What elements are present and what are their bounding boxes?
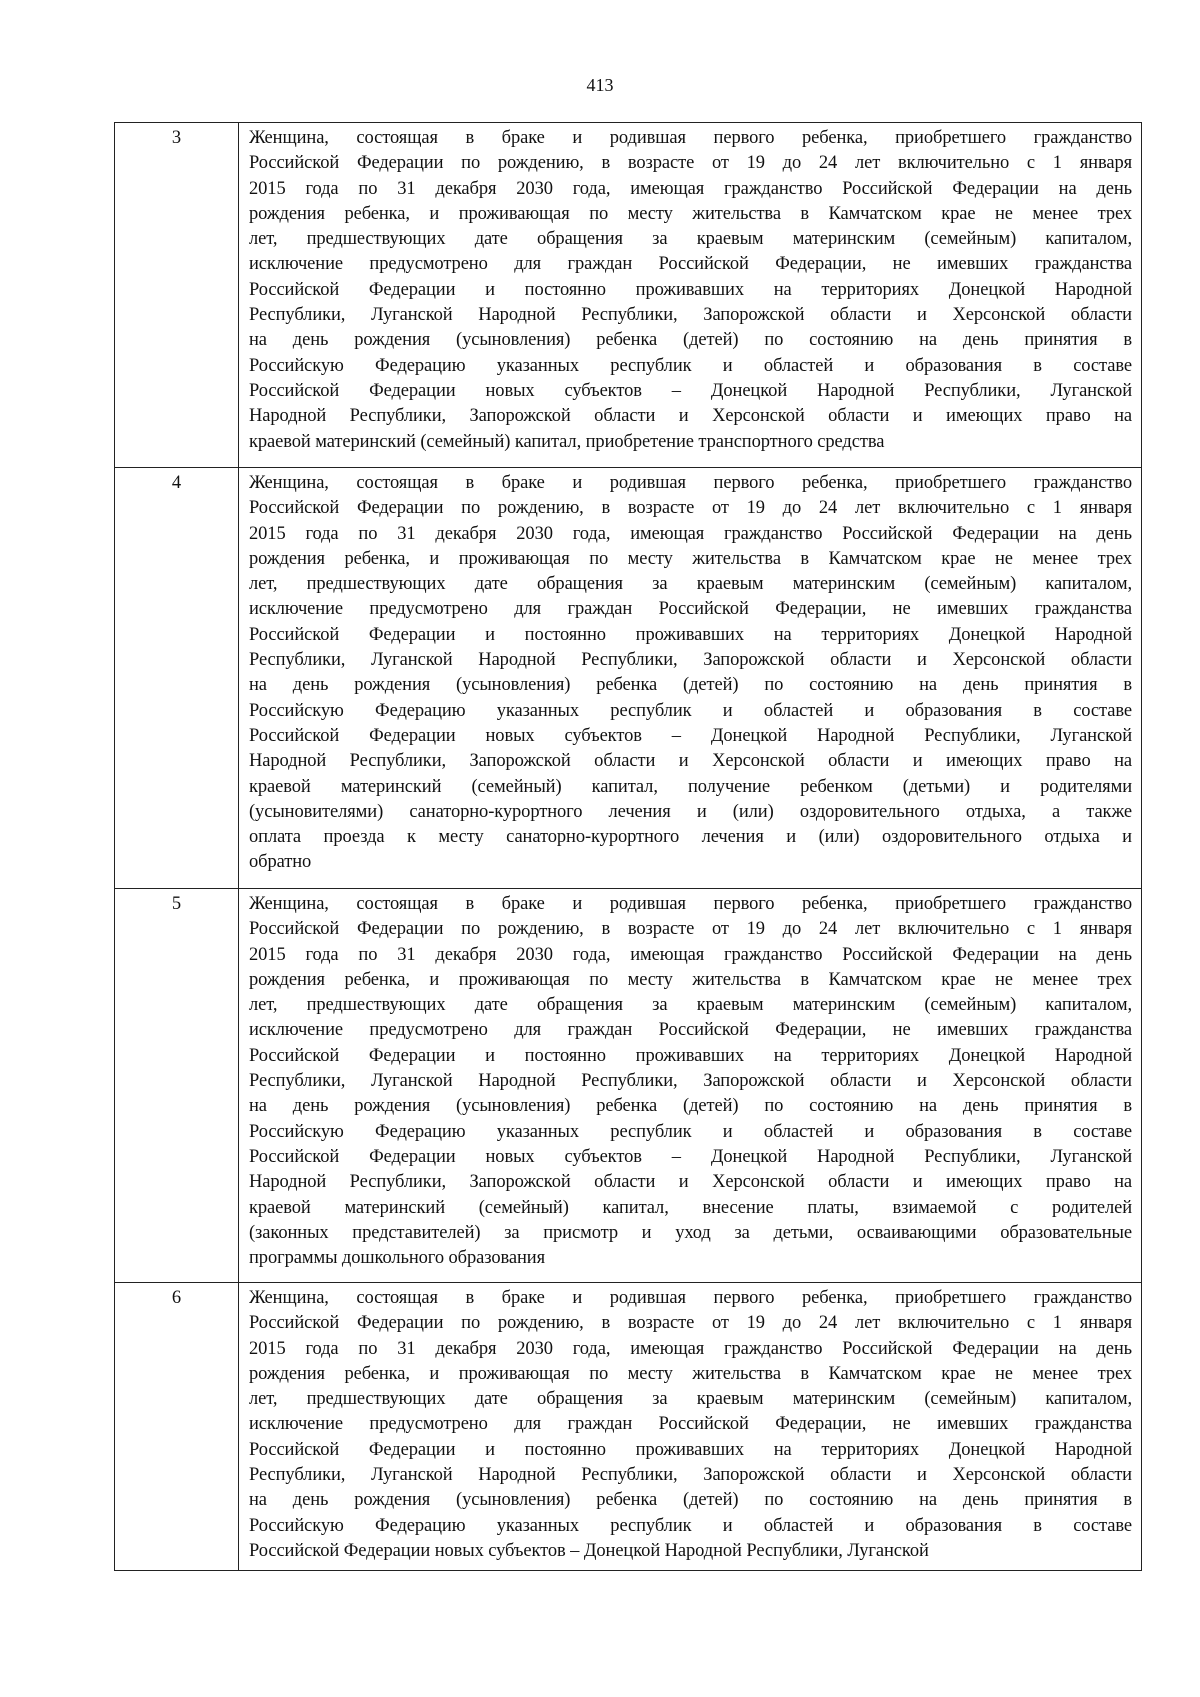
- text-line: Республики, Луганской Народной Республики, Запорожской области и Херсонской области: [249, 650, 1132, 671]
- text-line: Народной Республики, Запорожской области и Херсонской области и имеющих право на: [249, 751, 1132, 772]
- text-line: исключение предусмотрено для граждан Российской Федерации, не имевших гражданства: [249, 599, 1132, 620]
- row-number: 3: [115, 123, 239, 468]
- text-line: Российской Федерации и постоянно проживавших на территориях Донецкой Народной: [249, 624, 1132, 645]
- text-line: Республики, Луганской Народной Республики, Запорожской области и Херсонской области: [249, 1465, 1132, 1486]
- document-table: [114, 122, 1142, 1571]
- row-description: [239, 889, 1142, 1283]
- text-line: (законных представителей) за присмотр и уход за детьми, осваивающими образовательные: [249, 1222, 1132, 1243]
- table-row: [115, 468, 1142, 889]
- text-line: Республики, Луганской Народной Республики, Запорожской области и Херсонской области: [249, 1071, 1132, 1092]
- text-line: Женщина, состоящая в браке и родившая первого ребенка, приобретшего гражданство: [249, 1288, 1132, 1308]
- page-number: 413: [586, 75, 614, 95]
- row-description: [239, 468, 1142, 889]
- table-row: [115, 1283, 1142, 1571]
- row-number: 4: [115, 468, 239, 889]
- text-line: рождения ребенка, и проживающая по месту жительства в Камчатском крае не менее трех: [249, 548, 1132, 569]
- text-line: лет, предшествующих дате обращения за краевым материнским (семейным) капиталом,: [249, 995, 1132, 1016]
- text-line: Женщина, состоящая в браке и родившая первого ребенка, приобретшего гражданство: [249, 894, 1132, 914]
- row-number: 6: [115, 1283, 239, 1571]
- text-line: на день рождения (усыновления) ребенка (детей) по состоянию на день принятия в: [249, 330, 1132, 351]
- table-row: [115, 123, 1142, 468]
- text-line: Российской Федерации по рождению, в возрасте от 19 до 24 лет включительно с 1 января: [249, 1313, 1132, 1334]
- table-row: [115, 889, 1142, 1283]
- text-line: на день рождения (усыновления) ребенка (детей) по состоянию на день принятия в: [249, 1490, 1132, 1511]
- text-line: программы дошкольного образования: [249, 1248, 545, 1269]
- text-line: 2015 года по 31 декабря 2030 года, имеющая гражданство Российской Федерации на день: [249, 523, 1132, 544]
- text-line: на день рождения (усыновления) ребенка (детей) по состоянию на день принятия в: [249, 675, 1132, 696]
- text-line: краевой материнский (семейный) капитал, получение ребенком (детьми) и родителями: [249, 776, 1132, 797]
- text-line: Российской Федерации новых субъектов – Донецкой Народной Республики, Луганской: [249, 1540, 929, 1561]
- text-line: рождения ребенка, и проживающая по месту жительства в Камчатском крае не менее трех: [249, 1363, 1132, 1384]
- text-line: Российской Федерации по рождению, в возрасте от 19 до 24 лет включительно с 1 января: [249, 919, 1132, 940]
- text-line: Российской Федерации и постоянно проживавших на территориях Донецкой Народной: [249, 1045, 1132, 1066]
- text-line: исключение предусмотрено для граждан Российской Федерации, не имевших гражданства: [249, 1020, 1132, 1041]
- text-line: Российской Федерации и постоянно проживавших на территориях Донецкой Народной: [249, 1439, 1132, 1460]
- text-line: (усыновителями) санаторно-курортного лечения и (или) оздоровительного отдыха, а также: [249, 801, 1132, 822]
- text-line: Российскую Федерацию указанных республик и областей и образования в составе: [249, 700, 1132, 721]
- text-line: краевой материнский (семейный) капитал, приобретение транспортного средства: [249, 431, 885, 452]
- text-line: Республики, Луганской Народной Республики, Запорожской области и Херсонской области: [249, 305, 1132, 326]
- text-line: Российской Федерации новых субъектов – Донецкой Народной Республики, Луганской: [249, 725, 1132, 746]
- text-line: Российской Федерации новых субъектов – Донецкой Народной Республики, Луганской: [249, 380, 1132, 401]
- text-line: лет, предшествующих дате обращения за краевым материнским (семейным) капиталом,: [249, 229, 1132, 250]
- text-line: 2015 года по 31 декабря 2030 года, имеющая гражданство Российской Федерации на день: [249, 944, 1132, 965]
- text-line: Народной Республики, Запорожской области и Херсонской области и имеющих право на: [249, 406, 1132, 427]
- text-line: лет, предшествующих дате обращения за краевым материнским (семейным) капиталом,: [249, 1389, 1132, 1410]
- text-line: Российской Федерации по рождению, в возрасте от 19 до 24 лет включительно с 1 января: [249, 153, 1132, 174]
- text-line: Российской Федерации и постоянно проживавших на территориях Донецкой Народной: [249, 279, 1132, 300]
- text-line: Российскую Федерацию указанных республик и областей и образования в составе: [249, 1515, 1132, 1536]
- text-line: Российскую Федерацию указанных республик и областей и образования в составе: [249, 355, 1132, 376]
- row-description: [239, 1283, 1142, 1571]
- text-line: Российской Федерации новых субъектов – Донецкой Народной Республики, Луганской: [249, 1146, 1132, 1167]
- text-line: исключение предусмотрено для граждан Российской Федерации, не имевших гражданства: [249, 1414, 1132, 1435]
- text-line: исключение предусмотрено для граждан Российской Федерации, не имевших гражданства: [249, 254, 1132, 275]
- text-line: оплата проезда к месту санаторно-курортного лечения и (или) оздоровительного отдыха и: [249, 827, 1132, 848]
- text-line: Женщина, состоящая в браке и родившая первого ребенка, приобретшего гражданство: [249, 128, 1132, 148]
- text-line: 2015 года по 31 декабря 2030 года, имеющая гражданство Российской Федерации на день: [249, 178, 1132, 199]
- text-line: на день рождения (усыновления) ребенка (детей) по состоянию на день принятия в: [249, 1096, 1132, 1117]
- text-line: краевой материнский (семейный) капитал, внесение платы, взимаемой с родителей: [249, 1197, 1132, 1218]
- text-line: рождения ребенка, и проживающая по месту жительства в Камчатском крае не менее трех: [249, 969, 1132, 990]
- text-line: Российскую Федерацию указанных республик и областей и образования в составе: [249, 1121, 1132, 1142]
- row-number: 5: [115, 889, 239, 1283]
- row-description: [239, 123, 1142, 468]
- text-line: лет, предшествующих дате обращения за краевым материнским (семейным) капиталом,: [249, 574, 1132, 595]
- text-line: Народной Республики, Запорожской области и Херсонской области и имеющих право на: [249, 1172, 1132, 1193]
- text-line: рождения ребенка, и проживающая по месту жительства в Камчатском крае не менее трех: [249, 203, 1132, 224]
- text-line: обратно: [249, 852, 312, 873]
- text-line: 2015 года по 31 декабря 2030 года, имеющая гражданство Российской Федерации на день: [249, 1338, 1132, 1359]
- text-line: Российской Федерации по рождению, в возрасте от 19 до 24 лет включительно с 1 января: [249, 498, 1132, 519]
- text-line: Женщина, состоящая в браке и родившая первого ребенка, приобретшего гражданство: [249, 473, 1132, 493]
- table-body: [115, 123, 1142, 1571]
